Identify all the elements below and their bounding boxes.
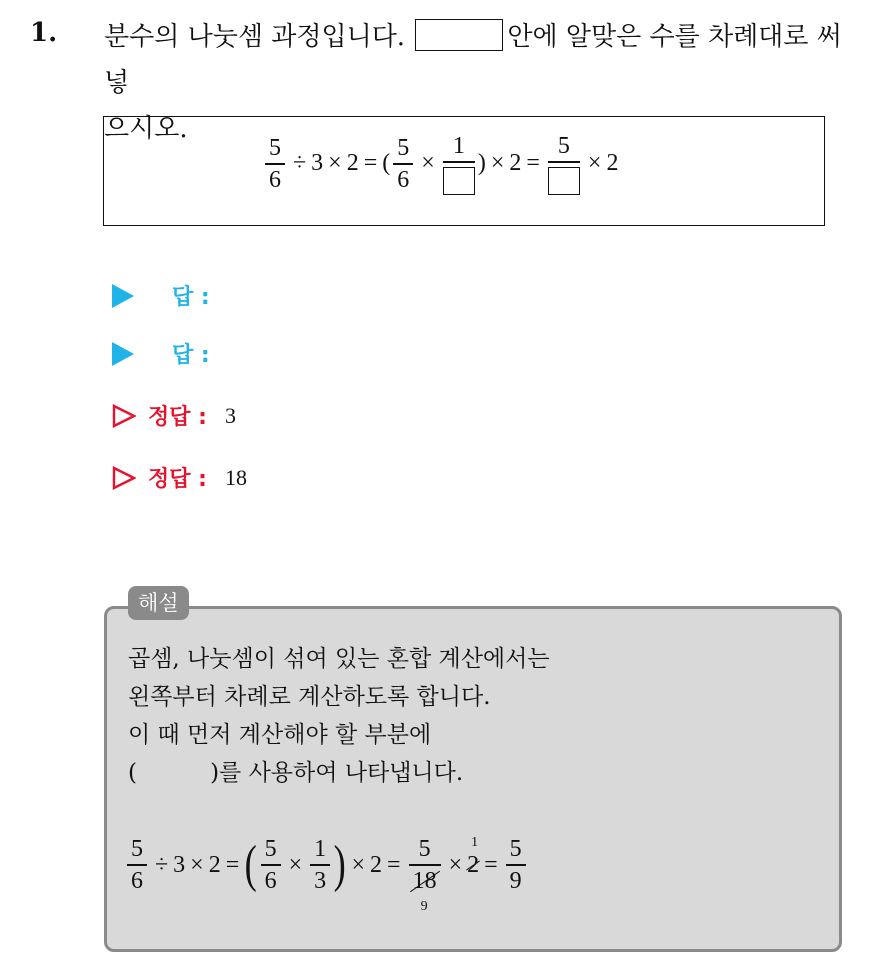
number-2: 2	[509, 150, 522, 177]
denominator: 6	[264, 867, 277, 894]
numerator: 5	[418, 836, 431, 862]
numerator: 5	[557, 133, 570, 159]
equals-sign: =	[484, 851, 498, 878]
numerator: 5	[509, 836, 522, 862]
explanation-line: 이 때 먼저 계산해야 할 부분에	[128, 722, 432, 748]
explanation-line: 왼쪽부터 차례로 계산하도록 합니다.	[128, 684, 491, 710]
correct-answer-row-2	[112, 462, 247, 493]
times-sign: ×	[587, 150, 602, 177]
explanation-text	[128, 640, 550, 792]
numerator: 5	[269, 134, 281, 161]
left-paren-large: (	[244, 836, 257, 894]
outline-triangle-icon	[112, 404, 136, 428]
fraction-bar	[393, 163, 413, 165]
denominator-cancelled: 18	[409, 868, 441, 894]
answer-blank-1[interactable]	[443, 167, 475, 195]
denominator: 3	[314, 867, 327, 894]
fraction-bar	[127, 864, 147, 866]
explanation-line: 곱셈, 나눗셈이 섞여 있는 혼합 계산에서는	[128, 646, 550, 672]
fraction-bar	[409, 864, 441, 866]
right-paren-large: )	[333, 836, 346, 894]
fraction-5-6-inner	[261, 836, 281, 894]
fraction-bar	[548, 161, 580, 163]
reduced-denominator: 9	[420, 899, 428, 914]
equals-sign: =	[363, 150, 378, 177]
numerator: 5	[264, 836, 277, 862]
correct-answer-label: 정답 :	[148, 467, 207, 492]
problem-equation	[262, 133, 618, 195]
times-sign: ×	[190, 851, 204, 878]
times-sign: ×	[288, 851, 303, 878]
question-number: 1.	[30, 18, 58, 48]
fraction-bar	[265, 163, 285, 165]
correct-answer-value: 18	[224, 464, 247, 490]
fraction-bar	[310, 864, 330, 866]
number-3: 3	[173, 851, 186, 878]
fraction-5-6	[127, 836, 147, 894]
fraction-5-6	[265, 135, 285, 193]
times-sign: ×	[351, 851, 366, 878]
numerator: 5	[397, 134, 410, 161]
explanation-line: ( )를 사용하여 나타냅니다.	[128, 760, 464, 786]
answer-label: 답 :	[172, 343, 210, 368]
play-triangle-icon	[112, 284, 134, 308]
fraction-5-18	[409, 836, 441, 914]
denominator: 9	[509, 867, 522, 894]
question-text-part1: 분수의 나눗셈 과정입니다.	[104, 22, 406, 52]
number-2: 2	[606, 150, 619, 177]
number-3: 3	[311, 150, 324, 177]
divide-sign: ÷	[293, 150, 307, 177]
times-sign: ×	[421, 150, 435, 177]
denominator: 6	[131, 867, 143, 894]
reduced-two: 1	[471, 834, 479, 850]
divide-sign: ÷	[155, 851, 169, 878]
fraction-1-3	[310, 836, 330, 894]
answer-row-1[interactable]	[112, 280, 210, 311]
play-triangle-icon	[112, 342, 134, 366]
answer-label: 답 :	[172, 285, 210, 310]
cancelled-two-group	[467, 834, 480, 879]
fraction-1-blank	[443, 133, 475, 195]
times-sign: ×	[448, 851, 463, 878]
number-2-cancelled: 2	[467, 851, 480, 878]
blank-box-indicator	[415, 19, 503, 51]
fraction-bar	[506, 864, 526, 866]
denominator: 6	[269, 166, 281, 193]
numerator: 1	[314, 836, 327, 862]
denominator: 6	[397, 166, 410, 193]
correct-answer-value: 3	[224, 402, 236, 428]
correct-answer-label: 정답 :	[148, 405, 207, 430]
number-2: 2	[370, 851, 383, 878]
answer-blank-2[interactable]	[548, 167, 580, 195]
equals-sign: =	[387, 851, 401, 878]
fraction-bar	[443, 161, 475, 163]
fraction-5-9	[506, 836, 526, 894]
numerator: 1	[452, 133, 465, 159]
outline-triangle-icon	[112, 466, 136, 490]
fraction-5-6-inner	[393, 135, 413, 193]
number-2: 2	[346, 150, 359, 177]
explanation-equation	[124, 834, 529, 914]
answer-row-2[interactable]	[112, 338, 210, 369]
problem-equation-frame	[103, 116, 825, 226]
correct-answer-row-1	[112, 400, 236, 431]
numerator: 5	[131, 836, 143, 862]
equals-sign: =	[526, 150, 540, 177]
equals-sign: =	[225, 851, 240, 878]
question-text-line2: 으시오.	[104, 114, 188, 144]
explanation-tag: 해설	[128, 586, 189, 620]
times-sign: ×	[328, 150, 342, 177]
fraction-5-blank	[548, 133, 580, 195]
fraction-bar	[261, 864, 281, 866]
times-sign: ×	[490, 150, 505, 177]
right-paren: )	[477, 150, 486, 177]
question-text-part2: 안에 알맞은 수를 차례대로 써넣	[104, 22, 842, 98]
number-2: 2	[208, 851, 221, 878]
left-paren: (	[382, 150, 391, 177]
